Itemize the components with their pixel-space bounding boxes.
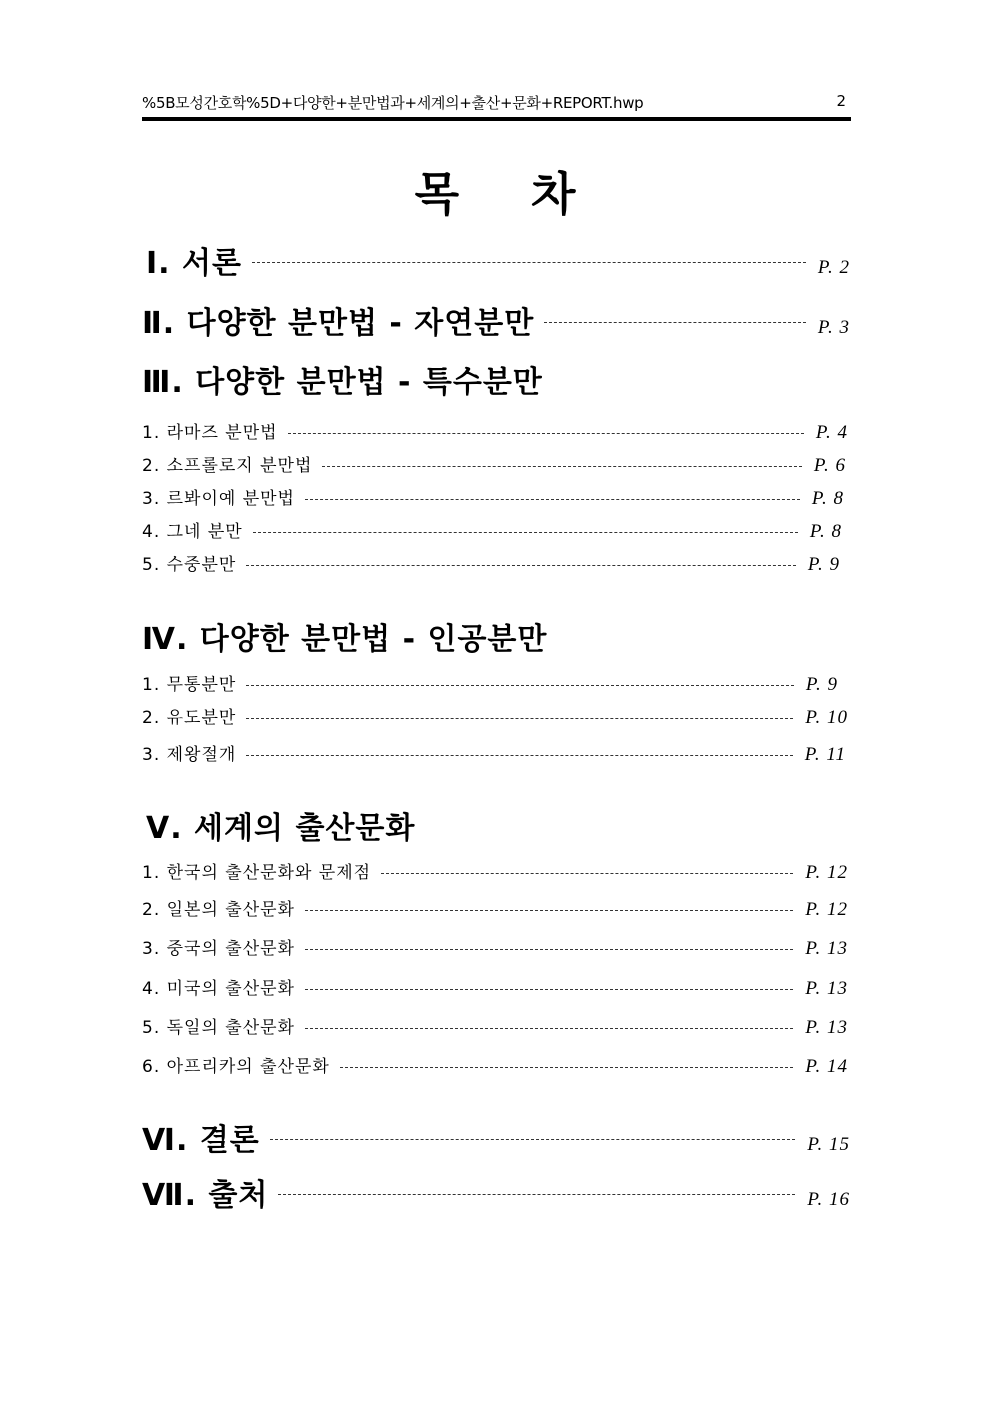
toc-item-page: P. 10 (805, 707, 848, 728)
toc-item[interactable] (142, 451, 846, 477)
toc-item[interactable] (142, 1013, 848, 1039)
toc-heading-special-birth[interactable]: Ⅲ. 다양한 분만법 - 특수분만 (142, 365, 543, 400)
toc-leader (305, 989, 793, 990)
toc-item-label: 2. 유도분만 (142, 708, 237, 728)
toc-item[interactable] (142, 858, 848, 884)
page-header (142, 90, 850, 114)
toc-item[interactable] (142, 418, 848, 444)
toc-leader (270, 1139, 796, 1140)
toc-item-label: 2. 소프롤로지 분만법 (142, 456, 313, 476)
toc-entry-natural-birth[interactable] (142, 298, 850, 342)
toc-item[interactable] (142, 703, 848, 729)
toc-leader (305, 1028, 793, 1029)
header-page-number: 2 (836, 92, 846, 110)
toc-item-label: 5. 독일의 출산문화 (142, 1018, 295, 1038)
toc-leader (544, 322, 806, 323)
toc-item[interactable] (142, 517, 842, 543)
toc-leader (340, 1067, 794, 1068)
toc-entry-references[interactable] (142, 1170, 850, 1214)
toc-item[interactable] (142, 974, 848, 1000)
toc-item-label: 6. 아프리카의 출산문화 (142, 1057, 330, 1077)
toc-entry-conclusion[interactable] (142, 1115, 850, 1159)
header-filename: %5B모성간호학%5D+다양한+분만법과+세계의+출산+문화+REPORT.hwp (142, 94, 644, 112)
toc-leader (381, 873, 793, 874)
toc-item[interactable] (142, 550, 840, 576)
toc-leader (246, 718, 793, 719)
toc-leader (288, 433, 804, 434)
toc-entry-label: Ⅶ. 출처 (142, 1178, 269, 1213)
toc-entry-label: Ⅵ. 결론 (142, 1123, 260, 1158)
toc-item-page: P. 13 (805, 1017, 848, 1038)
toc-item-label: 5. 수중분만 (142, 555, 237, 575)
header-rule (142, 117, 851, 121)
toc-item-label: 4. 미국의 출산문화 (142, 979, 295, 999)
toc-item-label: 3. 제왕절개 (142, 745, 237, 765)
toc-leader (322, 466, 801, 467)
toc-item-page: P. 6 (813, 455, 846, 476)
toc-item[interactable] (142, 670, 838, 696)
toc-entry-label: Ⅱ. 다양한 분만법 - 자연분만 (142, 306, 535, 341)
toc-item-label: 1. 라마즈 분만법 (142, 423, 278, 443)
toc-item-page: P. 14 (805, 1056, 848, 1077)
toc-item-label: 1. 무통분만 (142, 675, 237, 695)
toc-leader (305, 910, 793, 911)
toc-leader (246, 685, 794, 686)
toc-entry-page: P. 16 (807, 1189, 850, 1210)
toc-item-page: P. 12 (805, 862, 848, 883)
toc-item[interactable] (142, 895, 848, 921)
toc-heading-artificial-birth[interactable]: Ⅳ. 다양한 분만법 - 인공분만 (142, 622, 548, 657)
page-title (0, 158, 992, 224)
toc-leader (305, 499, 800, 500)
toc-item-page: P. 9 (805, 674, 838, 695)
toc-leader (278, 1194, 795, 1195)
toc-entry-introduction[interactable] (146, 238, 850, 282)
toc-item[interactable] (142, 740, 846, 766)
toc-leader (305, 949, 793, 950)
toc-leader (253, 532, 798, 533)
toc-item-label: 2. 일본의 출산문화 (142, 900, 295, 920)
toc-entry-page: P. 3 (817, 317, 850, 338)
toc-leader (246, 755, 792, 756)
toc-item-page: P. 8 (809, 521, 842, 542)
toc-item-page: P. 4 (815, 422, 848, 443)
toc-item-page: P. 11 (804, 744, 846, 765)
toc-item[interactable] (142, 934, 848, 960)
toc-leader (252, 262, 806, 263)
toc-item[interactable] (142, 484, 844, 510)
toc-item-page: P. 8 (811, 488, 844, 509)
toc-item[interactable] (142, 1052, 848, 1078)
toc-item-page: P. 13 (805, 978, 848, 999)
toc-leader (246, 565, 796, 566)
toc-item-label: 3. 중국의 출산문화 (142, 939, 295, 959)
toc-item-page: P. 9 (807, 554, 840, 575)
toc-item-page: P. 12 (805, 899, 848, 920)
toc-item-label: 4. 그네 분만 (142, 522, 243, 542)
toc-item-page: P. 13 (805, 938, 848, 959)
title-char-1: 목 (414, 167, 461, 221)
toc-item-label: 3. 르봐이예 분만법 (142, 489, 295, 509)
toc-entry-page: P. 2 (817, 257, 850, 278)
toc-item-label: 1. 한국의 출산문화와 문제점 (142, 863, 372, 883)
toc-entry-label: Ⅰ. 서론 (146, 246, 242, 281)
toc-heading-world-birth-culture[interactable]: Ⅴ. 세계의 출산문화 (146, 811, 416, 846)
title-char-2: 차 (531, 167, 578, 221)
toc-entry-page: P. 15 (807, 1134, 850, 1155)
